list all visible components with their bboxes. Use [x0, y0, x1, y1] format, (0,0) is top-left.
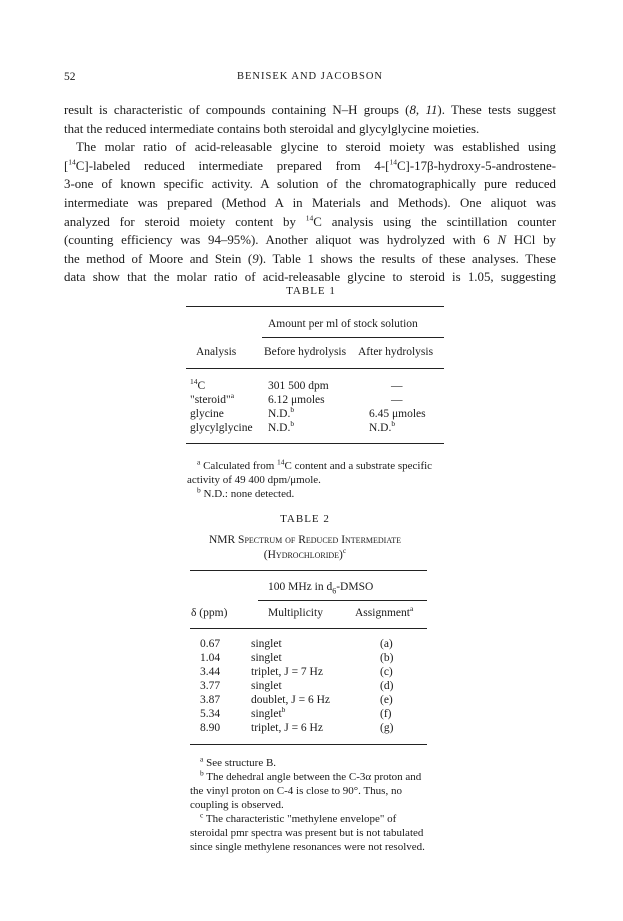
table2-cell: 3.87	[200, 694, 221, 706]
table2-cell: (c)	[380, 666, 393, 678]
table1-cell: $^{14}$C	[190, 377, 206, 392]
table2-cell: (e)	[380, 694, 393, 706]
table1-top-rule	[186, 306, 444, 307]
table1-cell: 301 500 dpm	[268, 380, 329, 392]
table2-cell: 8.90	[200, 722, 221, 734]
body-line: data show that the molar ratio of acid-releasable glycine to steroid is 1.05, suggesting	[64, 270, 556, 285]
table2-cell: triplet, J = 7 Hz	[251, 666, 323, 678]
table2-cell: (g)	[380, 722, 394, 734]
table2-footnote: $^b$ The dehedral angle between the C-3α proton and the vinyl proton on C-4 is close to 90°. Thus, no coupling is observed.	[190, 768, 422, 811]
table2-cell: doublet, J = 6 Hz	[251, 694, 330, 706]
table2-cell: 3.77	[200, 680, 221, 692]
table1-cell: glycine	[190, 408, 224, 420]
body-line: The molar ratio of acid-releasable glycine to steroid moiety was established using	[76, 140, 556, 155]
table1-bottom-rule	[186, 443, 444, 444]
table2-col-multiplicity: Multiplicity	[268, 607, 323, 619]
body-line: 3-one of known specific activity. A solution of the chromatographically pure reduced	[64, 177, 556, 192]
body-line: analyzed for steroid moiety content by $^{14}$C analysis using the scintillation counter	[64, 213, 556, 229]
table1-cell: 6.45 μmoles	[369, 408, 426, 420]
table1-col-before: Before hydrolysis	[264, 346, 347, 358]
table1-footnote: $^a$ Calculated from $^{14}$C content and a substrate specific activity of 49 400 dpm/μmole.	[187, 457, 433, 486]
table2-top-rule	[190, 570, 427, 571]
table2-span-rule	[258, 600, 427, 601]
table1-cell: —	[391, 394, 403, 406]
table1-number: TABLE 1	[286, 285, 336, 297]
table2-cell: (a)	[380, 638, 393, 650]
table2-cell: triplet, J = 6 Hz	[251, 722, 323, 734]
table2-cell: 0.67	[200, 638, 221, 650]
page-header	[64, 71, 556, 87]
table2-cell: (f)	[380, 708, 392, 720]
table1-cell: N.D.$^b$	[369, 419, 396, 434]
body-line: the method of Moore and Stein (9). Table 1 shows the results of these analyses. These	[64, 251, 556, 266]
table2-cell: 5.34	[200, 708, 221, 720]
table1-spanning-header: Amount per ml of stock solution	[268, 318, 418, 330]
table2-bottom-rule	[190, 744, 427, 745]
table1-span-rule	[262, 337, 444, 338]
table2-footnotes	[190, 756, 427, 854]
body-line: (counting efficiency was 94–95%). Another aliquot was hydrolyzed with 6 N HCl by	[64, 233, 556, 248]
table1-cell: "steroid"$^a$	[190, 391, 235, 406]
table2-cell: (d)	[380, 680, 394, 692]
table2-footnote: $^c$ The characteristic "methylene envelope" of steroidal pmr spectra was present but is not tabulated since single methylene resonances were not resolved.	[190, 810, 425, 853]
table2-cell: singlet	[251, 638, 282, 650]
table2-cell: 3.44	[200, 666, 221, 678]
table2-header-rule	[190, 628, 427, 629]
table2-number: TABLE 2	[280, 513, 330, 525]
body-line: intermediate was prepared (Method A in Materials and Methods). One aliquot was	[64, 195, 556, 210]
body-text	[64, 101, 556, 287]
table2-cell: singlet	[251, 652, 282, 664]
table2-cell: singlet$^b$	[251, 705, 286, 720]
table1-col-analysis: Analysis	[196, 346, 237, 358]
table2-cell: singlet	[251, 680, 282, 692]
table2-footnote: $^a$ See structure B.	[200, 754, 277, 769]
table2-spanning-header: 100 MHz in $d_6$-DMSO	[268, 581, 374, 596]
table1-cell: —	[391, 380, 403, 392]
table1-header-rule	[186, 368, 444, 369]
table2-title: NMR Spectrum of Reduced Intermediate (Hydrochloride)$^c$	[208, 534, 402, 561]
table1-cell: N.D.$^b$	[268, 405, 295, 420]
table2-col-delta: δ (ppm)	[191, 607, 228, 619]
page-number: 52	[64, 71, 76, 83]
body-line: [$^{14}$C]-labeled reduced intermediate prepared from 4-[$^{14}$C]-17β-hydroxy-5-androstene-	[64, 157, 556, 173]
table2-cell: 1.04	[200, 652, 221, 664]
table1-footnote: $^b$ N.D.: none detected.	[197, 485, 295, 500]
running-head: BENISEK AND JACOBSON	[236, 71, 383, 82]
table2-col-assignment: Assignment$^a$	[355, 604, 414, 619]
body-line: that the reduced intermediate contains both steroidal and glycylglycine moieties.	[64, 121, 480, 136]
table1-footnotes	[187, 459, 442, 501]
table1-cell: glycylglycine	[190, 422, 253, 434]
body-line: result is characteristic of compounds containing N–H groups (8, 11). These tests suggest	[64, 103, 556, 117]
table1-cell: N.D.$^b$	[268, 419, 295, 434]
table2-cell: (b)	[380, 652, 394, 664]
table1-cell: 6.12 μmoles	[268, 394, 325, 406]
table1-col-after: After hydrolysis	[358, 346, 434, 358]
